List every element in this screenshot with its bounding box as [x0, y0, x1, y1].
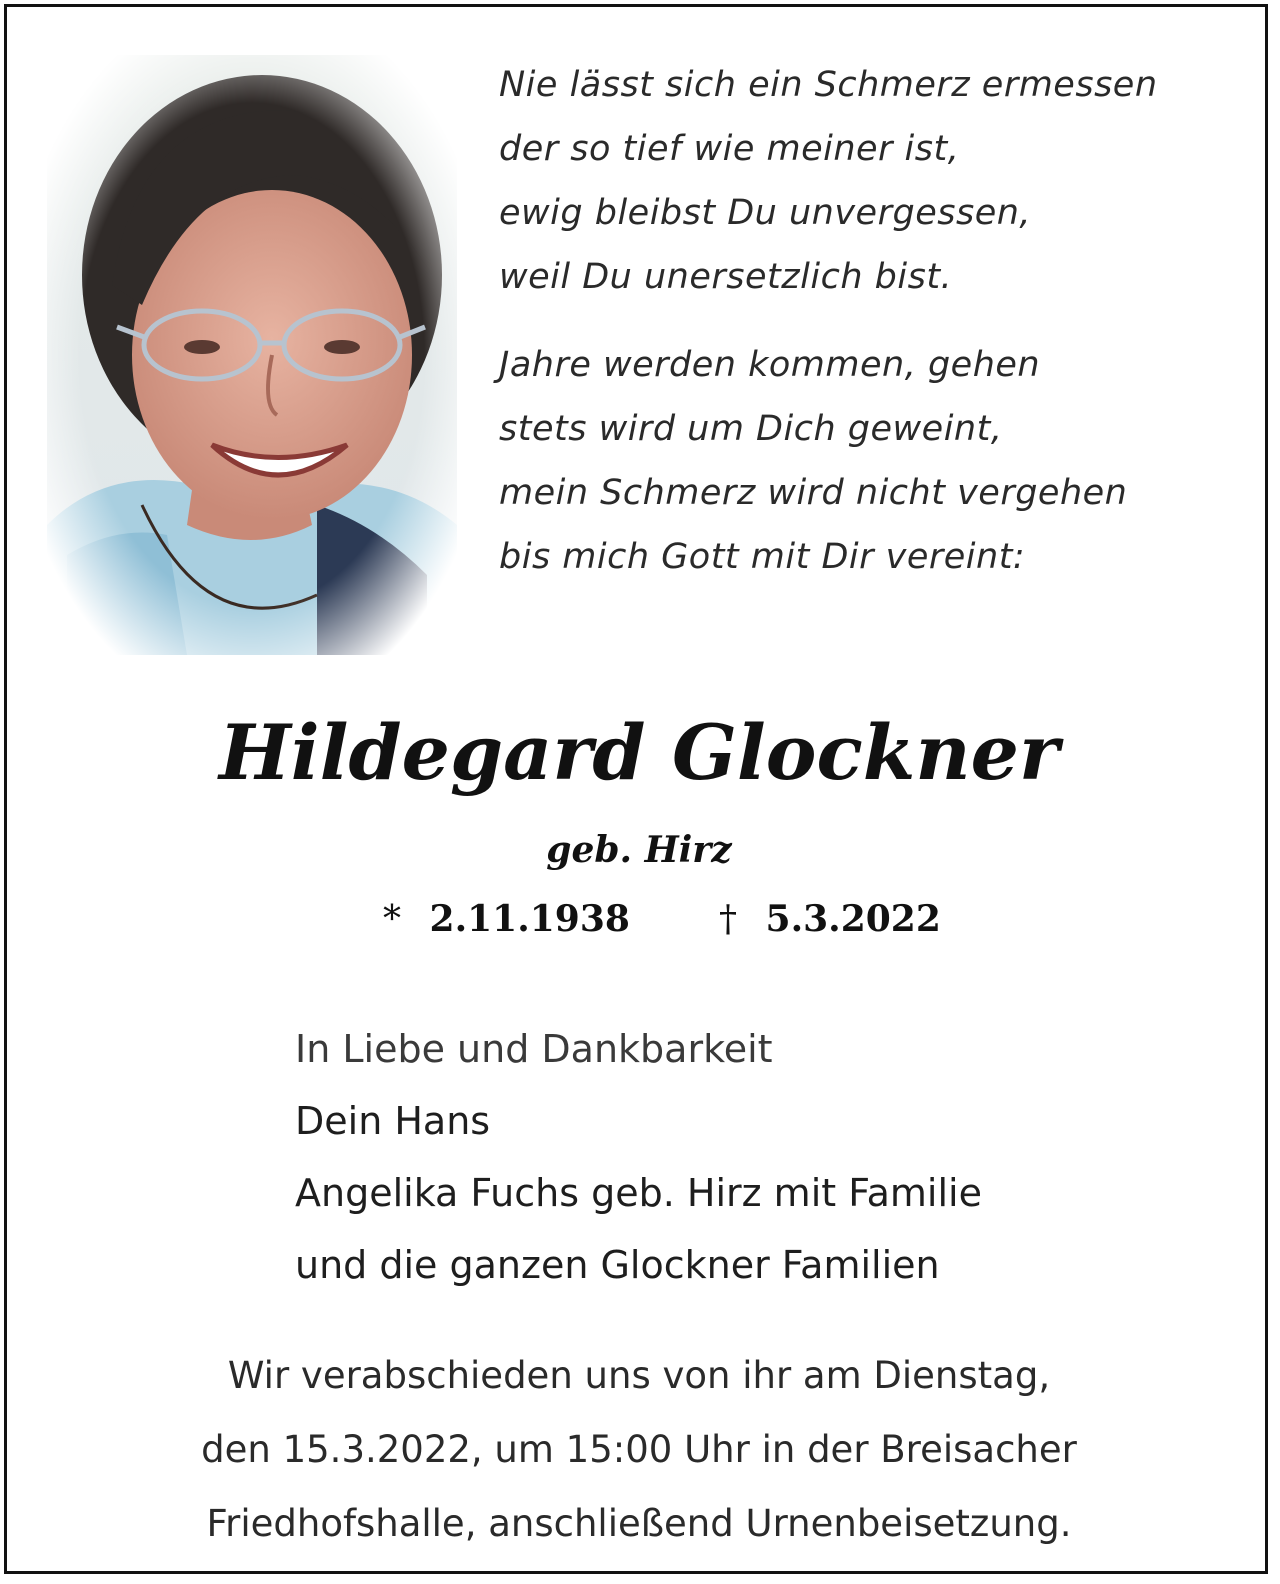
- birth-date: 2.11.1938: [429, 898, 630, 940]
- service-line: Wir verabschieden uns von ihr am Dienstag,: [227, 1354, 1051, 1397]
- life-dates: [367, 891, 967, 951]
- poem-line: weil Du unersetzlich bist.: [499, 257, 953, 297]
- mourner-line: Dein Hans: [295, 1099, 491, 1143]
- mourner-line: und die ganzen Glockner Familien: [295, 1243, 940, 1287]
- mourners-list: [295, 1013, 1195, 1301]
- poem-line: der so tief wie meiner ist,: [499, 129, 960, 169]
- poem-line: Nie lässt sich ein Schmerz ermessen: [499, 65, 1158, 105]
- birth-star-icon: *: [383, 899, 401, 940]
- poem-line: ewig bleibst Du unvergessen,: [499, 193, 1032, 233]
- mourners-intro: In Liebe und Dankbarkeit: [295, 1027, 773, 1071]
- poem-stanza: [499, 333, 1239, 589]
- poem-line: stets wird um Dich geweint,: [499, 409, 1003, 449]
- poem-line: mein Schmerz wird nicht vergehen: [499, 473, 1128, 513]
- service-line: den 15.3.2022, um 15:00 Uhr in der Breisacher: [201, 1428, 1077, 1471]
- service-line: Friedhofshalle, anschließend Urnenbeisetzung.: [206, 1502, 1072, 1545]
- deceased-name: Hildegard Glockner: [218, 708, 1060, 797]
- service-notice: [7, 1339, 1271, 1561]
- death-cross-icon: †: [719, 899, 737, 940]
- poem-line: bis mich Gott mit Dir vereint:: [499, 537, 1026, 577]
- poem-line: Jahre werden kommen, gehen: [499, 345, 1041, 385]
- maiden-name: geb. Hirz: [546, 829, 732, 871]
- portrait-photo: [47, 55, 457, 655]
- poem-stanza: [499, 53, 1239, 309]
- obituary-frame: [4, 4, 1268, 1574]
- memorial-poem: [499, 53, 1239, 613]
- mourner-line: Angelika Fuchs geb. Hirz mit Familie: [295, 1171, 982, 1215]
- birth-date-group: [367, 891, 630, 948]
- death-date: 5.3.2022: [765, 898, 941, 940]
- death-date-group: [703, 891, 941, 948]
